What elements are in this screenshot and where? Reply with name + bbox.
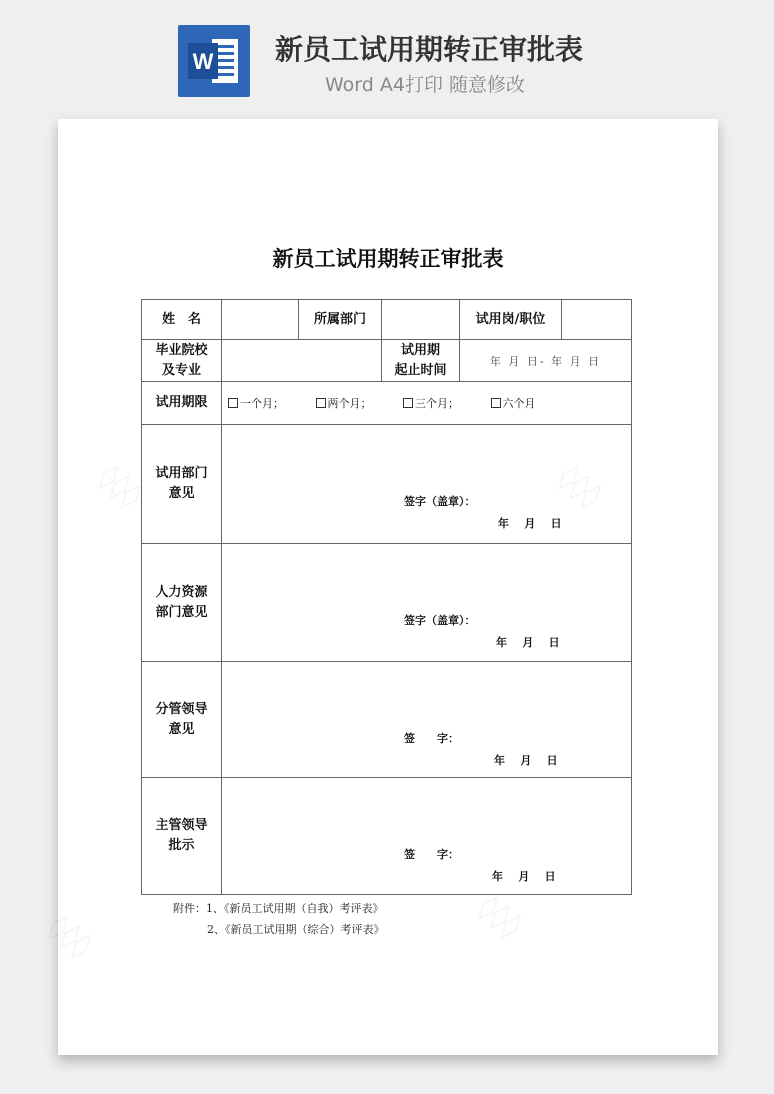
period-field[interactable]: 年 月 日- 年 月 日 [460,340,632,382]
opinion-label-line: 意见 [168,721,195,737]
name-field[interactable] [222,300,299,340]
school-field[interactable] [222,340,382,382]
position-field[interactable] [562,300,632,340]
checkbox-icon[interactable] [491,398,501,408]
date-label: 年 月 日 [492,870,556,883]
supervisor-opinion-field[interactable] [222,662,632,778]
signature-label: 签字（盖章）： [404,614,476,627]
opinion-label [142,425,222,544]
date-label: 年 月 日 [498,517,562,530]
opinion-label [142,544,222,662]
opinion-label [142,778,222,895]
word-icon [178,25,250,97]
school-label-line: 毕业院校 [155,342,208,358]
signature-label: 签 字： [404,848,459,861]
term-option-label: 一个月； [240,397,284,410]
term-option[interactable] [403,397,459,410]
date-label: 年 月 日 [494,754,558,767]
position-label: 试用岗/职位 [460,300,562,340]
watermark [472,889,529,944]
director-approval-field[interactable] [222,778,632,895]
document-subtitle: Word A4打印 随意修改 [325,74,526,96]
opinion-label-line: 人力资源 [155,584,208,600]
term-option-label: 六个月 [502,397,536,410]
form-title: 新员工试用期转正审批表 [272,246,504,271]
term-label: 试用期限 [142,382,222,425]
term-options [222,382,632,425]
trial-dept-opinion-field[interactable] [222,425,632,544]
watermark [42,909,99,964]
opinion-label-line: 试用部门 [155,466,208,481]
checkbox-icon[interactable] [228,398,238,408]
opinion-label-line: 部门意见 [155,604,208,620]
signature-label: 签 字： [404,732,459,745]
term-option[interactable] [228,397,284,410]
logo-letter: W [192,49,214,74]
school-label-line: 及专业 [161,362,201,378]
date-label: 年 月 日 [496,636,560,649]
term-option-label: 三个月； [415,397,459,410]
signature-label: 签字（盖章）： [404,495,476,508]
opinion-label [142,662,222,778]
opinion-label-line: 意见 [168,486,195,501]
name-label: 姓 名 [142,300,222,340]
document-page [58,119,718,1055]
opinion-label-line: 主管领导 [155,818,208,833]
approval-form-table [141,299,632,895]
period-label-line: 试用期 [400,342,440,358]
table-row [142,544,632,662]
period-label-line: 起止时间 [394,362,447,378]
table-row [142,662,632,778]
term-option[interactable] [491,397,536,410]
term-option-label: 两个月； [327,397,372,410]
opinion-label-line: 批示 [168,838,195,853]
term-option[interactable] [316,397,372,410]
department-field[interactable] [382,300,460,340]
table-row [142,425,632,544]
department-label: 所属部门 [299,300,382,340]
attachment-line-2: 2、《新员工试用期（综合）考评表》 [207,923,385,936]
opinion-label-line: 分管领导 [155,701,208,717]
table-row [142,340,632,382]
attachment-line-1: 附件：1、《新员工试用期（自我）考评表》 [173,902,384,915]
school-label [142,340,222,382]
table-row [142,382,632,425]
header [0,0,774,110]
table-row [142,778,632,895]
checkbox-icon[interactable] [403,398,413,408]
document-heading: 新员工试用期转正审批表 [275,33,584,66]
hr-opinion-field[interactable] [222,544,632,662]
period-label [382,340,460,382]
table-row [142,300,632,340]
checkbox-icon[interactable] [316,398,326,408]
